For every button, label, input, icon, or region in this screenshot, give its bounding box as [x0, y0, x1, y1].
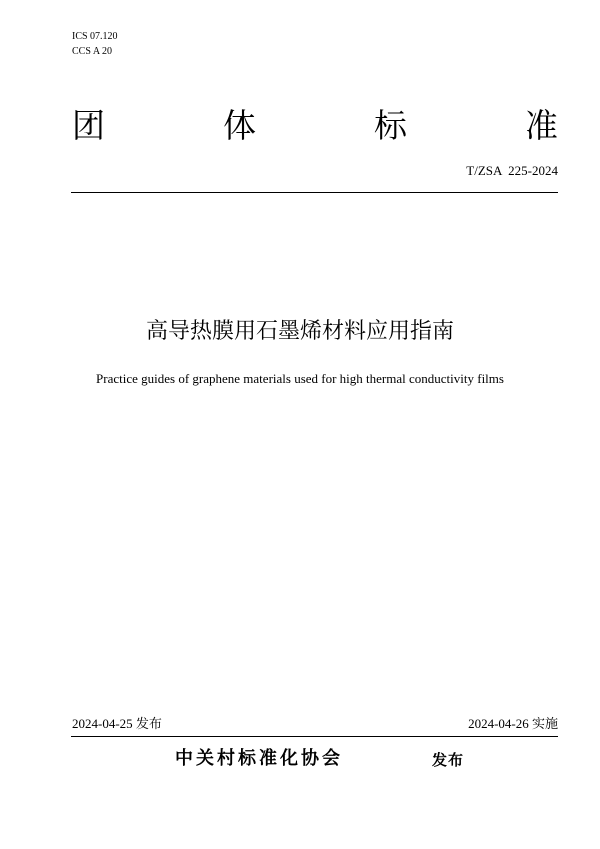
- heading-char: 标: [374, 106, 407, 145]
- document-title-english: Practice guides of graphene materials used for high thermal conductivity films: [96, 371, 504, 386]
- issue-date: 2024-04-25 发布: [72, 716, 162, 731]
- document-category-heading: [72, 106, 558, 146]
- heading-char: 团: [72, 106, 105, 145]
- ccs-code: CCS A 20: [72, 46, 113, 57]
- implementation-date: 2024-04-26 实施: [468, 716, 558, 731]
- heading-char: 体: [223, 106, 256, 145]
- heading-char: 准: [525, 106, 558, 145]
- standard-number: T/ZSA 225-2024: [466, 163, 558, 178]
- footer-divider: [71, 736, 558, 737]
- document-title-chinese: 高导热膜用石墨烯材料应用指南: [145, 319, 454, 344]
- ics-code: ICS 07.120: [72, 31, 118, 42]
- publisher-name: 中关村标准化协会: [175, 748, 343, 769]
- publish-label: 发布: [432, 751, 465, 769]
- header-divider: [71, 192, 558, 193]
